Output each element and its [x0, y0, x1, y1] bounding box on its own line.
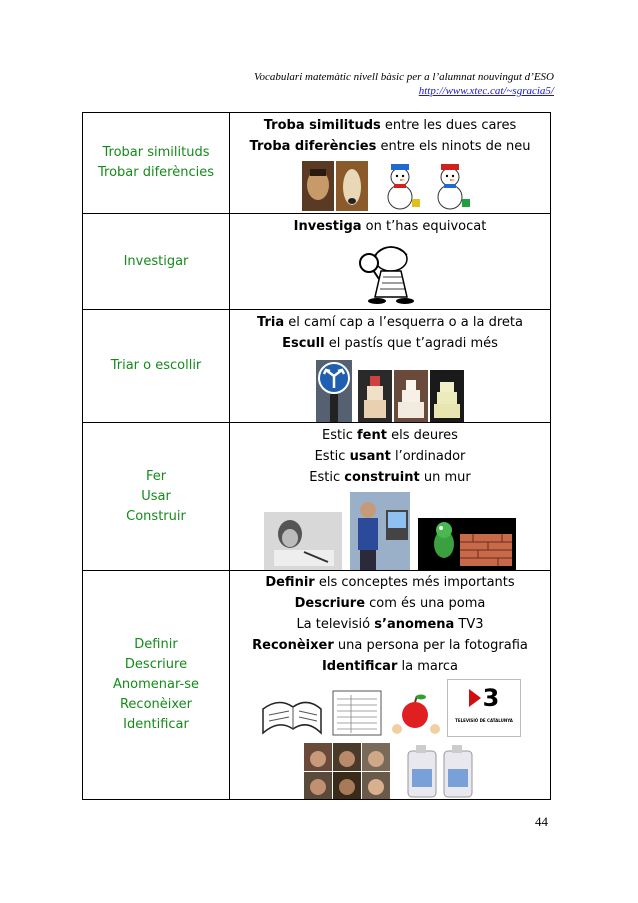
vocabulary-table	[82, 112, 551, 800]
example-line: Definir els conceptes més importants	[265, 575, 515, 590]
table-row	[83, 310, 551, 423]
term: Trobar similituds	[102, 145, 210, 160]
term: Triar o escollir	[110, 358, 202, 373]
tv3-logo-image	[447, 679, 521, 737]
term: Construir	[126, 508, 186, 524]
computer-user-image	[350, 492, 410, 570]
term-cell	[83, 310, 230, 423]
term: Trobar diferències	[97, 165, 214, 180]
image-group	[230, 743, 550, 799]
detergent-bottles-image	[404, 743, 476, 799]
image-group	[230, 239, 550, 305]
page-header	[254, 70, 554, 98]
image-group	[230, 492, 550, 570]
term-cell	[83, 571, 230, 800]
example-line: La televisió s’anomena TV3	[296, 617, 484, 632]
term: Descriure	[124, 657, 188, 672]
term: Fer	[145, 468, 167, 484]
example-line: Estic fent els deures	[322, 428, 458, 443]
apple-image	[389, 689, 441, 737]
detective-image	[355, 239, 425, 305]
example-cell	[230, 423, 551, 571]
example-line: Estic construint un mur	[309, 470, 471, 485]
road-sign-image	[316, 360, 352, 422]
table-row	[83, 113, 551, 214]
example-line: Tria el camí cap a l’esquerra o a la dreta	[257, 315, 523, 330]
example-line: Escull el pastís que t’agradi més	[282, 336, 498, 351]
term: Investigar	[123, 253, 189, 269]
table-row	[83, 214, 551, 310]
cakes-image	[358, 370, 464, 422]
term: Usar	[141, 488, 171, 504]
example-line: Descriure com és una poma	[294, 596, 486, 611]
tv3-logo-text: 3	[482, 683, 500, 712]
snowmen-image	[374, 161, 478, 211]
image-group	[230, 161, 550, 211]
table-row	[83, 571, 551, 800]
header-title: Vocabulari matemàtic nivell bàsic per a l’alumnat nouvingut d’ESO	[253, 71, 554, 83]
example-cell	[230, 113, 551, 214]
faces-image	[302, 161, 368, 211]
example-cell	[230, 214, 551, 310]
dictionary-book-image	[259, 689, 325, 737]
example-line: Investiga on t’has equivocat	[293, 219, 487, 234]
term-cell	[83, 423, 230, 571]
example-cell	[230, 310, 551, 423]
term-cell	[83, 214, 230, 310]
example-line: Identificar la marca	[321, 659, 459, 674]
term: Reconèixer	[119, 697, 193, 712]
tv3-logo-caption: TELEVISIÓ DE CATALUNYA	[455, 717, 513, 723]
example-line: Troba diferències entre els ninots de neu	[249, 139, 531, 154]
brick-wall-image	[418, 518, 516, 570]
header-url[interactable]: http://www.xtec.cat/~sgracia5/	[418, 85, 554, 97]
image-group	[230, 360, 550, 422]
homework-image	[264, 512, 342, 570]
example-line: Reconèixer una persona per la fotografia	[252, 638, 528, 653]
face-photos-image	[304, 743, 390, 799]
table-row	[83, 423, 551, 571]
term: Definir	[134, 637, 178, 652]
concept-sheet-image	[331, 689, 383, 737]
term: Identificar	[123, 717, 189, 732]
example-line: Estic usant l’ordinador	[314, 449, 466, 464]
example-line: Troba similituds entre les dues cares	[263, 118, 517, 133]
term-cell	[83, 113, 230, 214]
image-group	[230, 679, 550, 737]
page-number: 44	[535, 814, 548, 829]
term: Anomenar-se	[113, 677, 199, 692]
example-cell	[230, 571, 551, 800]
